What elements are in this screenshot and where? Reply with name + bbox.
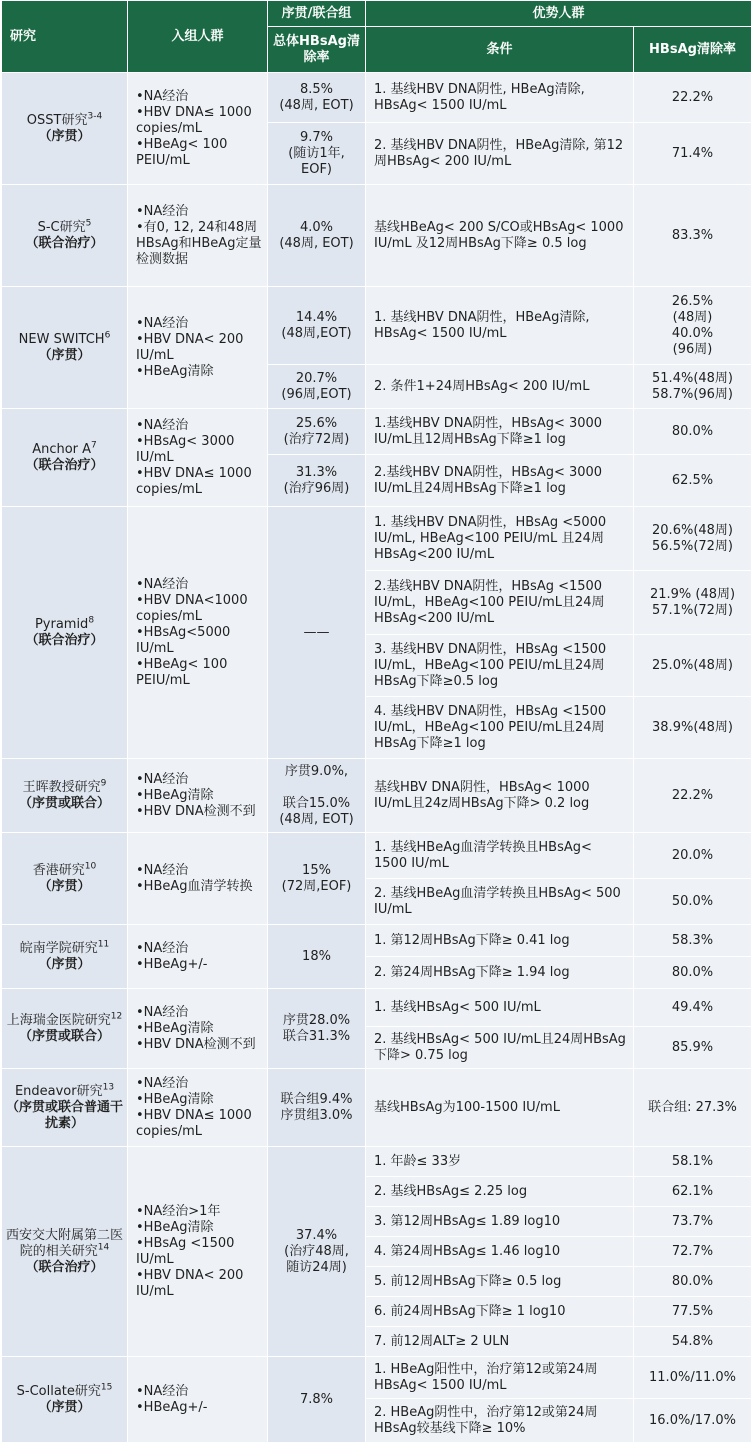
study-cell <box>2 1357 128 1443</box>
header-study: 研究 <box>2 1 128 73</box>
total-rate-cell <box>268 925 366 989</box>
table-row <box>2 833 752 879</box>
table-row <box>2 759 752 833</box>
total-rate-cell <box>268 73 366 123</box>
study-name: Endeavor研究 <box>14 1083 103 1099</box>
study-name: S-Collate研究 <box>16 1383 101 1399</box>
population-item: •HBV DNA< 200 IU/mL <box>136 1267 244 1299</box>
study-cell <box>2 185 128 287</box>
study-reference: 10 <box>84 861 97 872</box>
clear-rate-line: 20.0% <box>671 847 714 863</box>
clear-rate-cell <box>634 833 752 879</box>
study-cell <box>2 507 128 759</box>
study-name: 西安交大附属第二医院的相关研究 <box>6 1227 124 1259</box>
population-cell <box>128 1357 268 1443</box>
study-name: NEW SWITCH <box>18 331 105 347</box>
clear-rate-cell <box>634 287 752 365</box>
population-item: •HBeAg< 100 PEIU/mL <box>136 136 228 168</box>
clear-rate-line: 62.5% <box>671 472 714 488</box>
study-type: （序贯） <box>38 1399 91 1415</box>
population-item: •HBeAg清除 <box>136 363 214 379</box>
clear-rate-line: 50.0% <box>671 893 714 909</box>
total-rate-cell <box>268 185 366 287</box>
study-name: OSST研究 <box>26 112 88 128</box>
clear-rate-cell <box>634 1357 752 1399</box>
clear-rate-cell <box>634 1027 752 1069</box>
clear-rate-line: 40.0% <box>671 325 714 341</box>
clear-rate-line: 58.3% <box>671 932 714 948</box>
total-rate-line: (96周,EOT) <box>281 386 352 402</box>
table-row <box>2 507 752 571</box>
clear-rate-line: 71.4% <box>671 145 714 161</box>
total-rate-cell <box>268 455 366 507</box>
total-rate-line: 联合31.3% <box>282 1028 351 1044</box>
clear-rate-line: 22.2% <box>671 787 714 803</box>
clear-rate-cell <box>634 1177 752 1207</box>
total-rate-line: 序贯组3.0% <box>280 1107 353 1123</box>
condition-cell: 1. HBeAg阳性中，治疗第12或第24周HBsAg< 1500 IU/mL <box>366 1357 634 1399</box>
condition-cell: 基线HBeAg< 200 S/CO或HBsAg< 1000 IU/mL 及12周HBsAg下降≥ 0.5 log <box>366 185 634 287</box>
study-type: （序贯或联合） <box>18 795 110 811</box>
total-rate-line: (48周, EOT) <box>279 235 354 251</box>
total-rate-line: (治疗48周, <box>284 1243 349 1259</box>
study-cell <box>2 409 128 507</box>
condition-cell: 2.基线HBV DNA阴性，HBsAg <1500 IU/mL，HBeAg<100 PEIU/mL且24周HBsAg<200 IU/mL <box>366 571 634 635</box>
population-item: •HBeAg清除 <box>136 787 214 803</box>
study-reference: 8 <box>88 615 95 626</box>
clear-rate-line: 20.6%(48周) <box>652 522 733 538</box>
total-rate-line: (治疗72周) <box>283 431 350 447</box>
population-item: •HBV DNA< 200 IU/mL <box>136 331 244 363</box>
population-item: •HBsAg <1500 IU/mL <box>136 1235 235 1267</box>
total-rate-line: 9.7% <box>299 129 334 145</box>
total-rate-cell <box>268 989 366 1069</box>
table-row <box>2 925 752 957</box>
population-item: •NA经治 <box>136 88 189 104</box>
population-cell <box>128 73 268 185</box>
population-item: •HBV DNA检测不到 <box>136 803 256 819</box>
study-name: 皖南学院研究 <box>19 940 98 956</box>
population-item: •有0, 12, 24和48周HBsAg和HBeAg定量检测数据 <box>136 219 262 267</box>
population-cell <box>128 989 268 1069</box>
condition-cell: 7. 前12周ALT≥ 2 ULN <box>366 1327 634 1357</box>
hbsag-study-table <box>1 0 752 1443</box>
population-item: •HBeAg清除 <box>136 1020 214 1036</box>
clear-rate-line: 72.7% <box>671 1243 714 1259</box>
total-rate-cell <box>268 833 366 925</box>
clear-rate-line: 80.0% <box>671 423 714 439</box>
table-row <box>2 73 752 123</box>
population-item: •HBeAg清除 <box>136 1219 214 1235</box>
study-type: （序贯） <box>38 878 91 894</box>
clear-rate-line: 26.5% <box>671 293 714 309</box>
study-name: Anchor A <box>32 441 92 457</box>
total-rate-line: 18% <box>302 948 331 964</box>
total-rate-line: 37.4% <box>295 1227 338 1243</box>
study-cell <box>2 759 128 833</box>
total-rate-line: (72周,EOF) <box>281 878 352 894</box>
table-row <box>2 185 752 287</box>
condition-cell: 2. 基线HBsAg< 500 IU/mL且24周HBsAg下降> 0.75 log <box>366 1027 634 1069</box>
study-type: （序贯或联合普通干扰素） <box>6 1099 124 1131</box>
population-item: •NA经治 <box>136 940 189 956</box>
clear-rate-line: 16.0%/17.0% <box>649 1412 736 1428</box>
population-item: •HBeAg+/- <box>136 1399 208 1415</box>
clear-rate-line: 25.0%(48周) <box>652 657 733 673</box>
study-reference: 11 <box>97 939 110 950</box>
clear-rate-line: 80.0% <box>671 1273 714 1289</box>
condition-cell: 3. 第12周HBsAg≤ 1.89 log10 <box>366 1207 634 1237</box>
population-cell <box>128 1069 268 1147</box>
condition-cell: 5. 前12周HBsAg下降≥ 0.5 log <box>366 1267 634 1297</box>
study-name: 香港研究 <box>32 862 85 878</box>
header-population: 入组人群 <box>128 1 268 73</box>
total-rate-cell <box>268 287 366 365</box>
total-rate-line: 8.5% <box>299 81 334 97</box>
condition-cell: 3. 基线HBV DNA阴性，HBsAg <1500 IU/mL，HBeAg<100 PEIU/mL且24周HBsAg下降≥0.5 log <box>366 635 634 697</box>
clear-rate-cell <box>634 185 752 287</box>
table-row <box>2 1147 752 1177</box>
clear-rate-line: 11.0%/11.0% <box>649 1369 736 1385</box>
study-cell <box>2 989 128 1069</box>
clear-rate-line: 58.1% <box>671 1153 714 1169</box>
population-item: •HBsAg< 3000 IU/mL <box>136 433 235 465</box>
total-rate-line: (治疗96周) <box>283 480 350 496</box>
population-cell <box>128 833 268 925</box>
clear-rate-line: 85.9% <box>671 1039 714 1055</box>
study-reference: 5 <box>85 218 92 229</box>
clear-rate-cell <box>634 73 752 123</box>
condition-cell: 4. 第24周HBsAg≤ 1.46 log10 <box>366 1237 634 1267</box>
clear-rate-cell <box>634 1399 752 1443</box>
study-cell <box>2 73 128 185</box>
clear-rate-cell <box>634 989 752 1027</box>
clear-rate-line: 73.7% <box>671 1213 714 1229</box>
population-item: •HBV DNA≤ 1000 copies/mL <box>136 465 252 497</box>
condition-cell: 2. HBeAg阴性中，治疗第12或第24周HBsAg较基线下降≥ 10% <box>366 1399 634 1443</box>
population-item: •HBeAg< 100 PEIU/mL <box>136 656 228 688</box>
population-item: •NA经治 <box>136 576 189 592</box>
total-rate-line: 序贯28.0% <box>282 1012 351 1028</box>
study-name: 王晖教授研究 <box>22 779 101 795</box>
population-item: •HBV DNA≤ 1000 copies/mL <box>136 104 252 136</box>
total-rate-line: 15% <box>302 862 331 878</box>
population-item: •HBV DNA检测不到 <box>136 1036 256 1052</box>
condition-cell: 1.基线HBV DNA阴性，HBsAg< 3000 IU/mL且12周HBsAg下降≥1 log <box>366 409 634 455</box>
population-cell <box>128 185 268 287</box>
clear-rate-cell <box>634 455 752 507</box>
total-rate-line: 31.3% <box>295 464 338 480</box>
clear-rate-cell <box>634 365 752 409</box>
study-type: （联合治疗） <box>25 632 104 648</box>
study-reference: 9 <box>100 778 107 789</box>
study-name: Pyramid <box>34 616 89 632</box>
total-rate-line <box>272 780 361 796</box>
study-reference: 13 <box>102 1082 115 1093</box>
population-cell <box>128 507 268 759</box>
clear-rate-cell <box>634 879 752 925</box>
condition-cell: 基线HBsAg为100-1500 IU/mL <box>366 1069 634 1147</box>
population-item: •NA经治 <box>136 1004 189 1020</box>
header-total-rate: 总体HBsAg清除率 <box>268 27 366 73</box>
population-item: •NA经治 <box>136 862 189 878</box>
population-item: •NA经治 <box>136 771 189 787</box>
total-rate-line: EOF) <box>301 161 332 177</box>
population-item: •NA经治>1年 <box>136 1203 221 1219</box>
study-type: （序贯） <box>38 128 91 144</box>
condition-cell: 1. 基线HBsAg< 500 IU/mL <box>366 989 634 1027</box>
total-rate-line: (48周, EOT) <box>279 811 354 827</box>
condition-cell: 2. 基线HBeAg血清学转换且HBsAg< 500 IU/mL <box>366 879 634 925</box>
study-type: （序贯或联合） <box>18 1028 110 1044</box>
clear-rate-cell <box>634 123 752 185</box>
total-rate-line: (48周, EOT) <box>279 97 354 113</box>
population-item: •HBeAg清除 <box>136 1091 214 1107</box>
population-cell <box>128 925 268 989</box>
condition-cell: 2. 基线HBV DNA阴性，HBeAg清除, 第12周HBsAg< 200 IU/mL <box>366 123 634 185</box>
clear-rate-cell <box>634 1207 752 1237</box>
study-reference: 3-4 <box>87 111 103 122</box>
study-reference: 7 <box>91 440 97 451</box>
header-advantage: 优势人群 <box>366 1 752 27</box>
clear-rate-line: 22.2% <box>671 89 714 105</box>
clear-rate-line: 联合组: 27.3% <box>648 1099 737 1115</box>
header-condition: 条件 <box>366 27 634 73</box>
clear-rate-cell <box>634 759 752 833</box>
condition-cell: 1. 基线HBV DNA阴性，HBeAg清除, HBsAg< 1500 IU/mL <box>366 287 634 365</box>
population-item: •HBV DNA≤ 1000 copies/mL <box>136 1107 252 1139</box>
study-name: S-C研究 <box>37 219 86 235</box>
total-rate-cell <box>268 1357 366 1443</box>
total-rate-line: (随访1年, <box>288 145 345 161</box>
population-item: •HBV DNA<1000 copies/mL <box>136 592 248 624</box>
study-type: （序贯） <box>38 956 91 972</box>
population-item: •HBeAg血清学转换 <box>136 878 253 894</box>
clear-rate-line: 38.9%(48周) <box>652 719 733 735</box>
study-reference: 14 <box>97 1242 110 1253</box>
clear-rate-line: 83.3% <box>671 227 714 243</box>
clear-rate-cell <box>634 1327 752 1357</box>
clear-rate-cell <box>634 507 752 571</box>
clear-rate-line: 21.9% (48周) <box>649 586 736 602</box>
table-row <box>2 1357 752 1399</box>
study-cell <box>2 1069 128 1147</box>
header-clear-rate: HBsAg清除率 <box>634 27 752 73</box>
clear-rate-line: 58.7%(96周) <box>652 386 733 402</box>
clear-rate-cell <box>634 1147 752 1177</box>
condition-cell: 1. 基线HBeAg血清学转换且HBsAg< 1500 IU/mL <box>366 833 634 879</box>
study-type: （联合治疗） <box>25 1259 104 1275</box>
clear-rate-line: 80.0% <box>671 964 714 980</box>
clear-rate-cell <box>634 635 752 697</box>
population-item: •NA经治 <box>136 417 189 433</box>
total-rate-line: 20.7% <box>295 370 338 386</box>
clear-rate-cell <box>634 925 752 957</box>
total-rate-line: (48周,EOT) <box>281 325 352 341</box>
clear-rate-line: 51.4%(48周) <box>652 370 733 386</box>
total-rate-line: 联合组9.4% <box>280 1091 353 1107</box>
population-item: •HBeAg+/- <box>136 956 208 972</box>
condition-cell: 6. 前24周HBsAg下降≥ 1 log10 <box>366 1297 634 1327</box>
population-item: •NA经治 <box>136 1075 189 1091</box>
population-item: •NA经治 <box>136 315 189 331</box>
study-cell <box>2 1147 128 1357</box>
clear-rate-cell <box>634 697 752 759</box>
total-rate-line: 随访24周) <box>286 1259 347 1275</box>
clear-rate-cell <box>634 1267 752 1297</box>
population-item: •NA经治 <box>136 1383 189 1399</box>
clear-rate-line: 77.5% <box>671 1303 714 1319</box>
total-rate-line: 25.6% <box>295 415 338 431</box>
table-row <box>2 1069 752 1147</box>
total-rate-cell <box>268 365 366 409</box>
population-cell <box>128 409 268 507</box>
total-rate-cell <box>268 409 366 455</box>
population-cell <box>128 759 268 833</box>
study-reference: 12 <box>110 1011 123 1022</box>
table-row <box>2 287 752 365</box>
clear-rate-line: (48周) <box>672 309 713 325</box>
total-rate-line: 序贯9.0%, <box>284 763 349 779</box>
study-cell <box>2 925 128 989</box>
total-rate-cell: —— <box>268 507 366 759</box>
condition-cell: 1. 基线HBV DNA阴性, HBeAg清除, HBsAg< 1500 IU/mL <box>366 73 634 123</box>
clear-rate-cell <box>634 1069 752 1147</box>
clear-rate-cell <box>634 1297 752 1327</box>
clear-rate-line: 56.5%(72周) <box>652 538 733 554</box>
table-row <box>2 989 752 1027</box>
condition-cell: 1. 基线HBV DNA阴性，HBsAg <5000 IU/mL, HBeAg<100 PEIU/mL 且24周HBsAg<200 IU/mL <box>366 507 634 571</box>
table-body <box>2 73 752 1443</box>
clear-rate-line: 57.1%(72周) <box>652 602 733 618</box>
condition-cell: 1. 年龄≤ 33岁 <box>366 1147 634 1177</box>
total-rate-cell <box>268 123 366 185</box>
table-row <box>2 409 752 455</box>
total-rate-cell <box>268 759 366 833</box>
total-rate-line: 7.8% <box>299 1391 334 1407</box>
study-cell <box>2 287 128 409</box>
clear-rate-line: (96周) <box>672 341 713 357</box>
clear-rate-cell <box>634 957 752 989</box>
study-reference: 6 <box>104 330 111 341</box>
total-rate-line: 14.4% <box>295 309 338 325</box>
total-rate-cell <box>268 1147 366 1357</box>
population-item: •HBsAg<5000 IU/mL <box>136 624 231 656</box>
condition-cell: 1. 第12周HBsAg下降≥ 0.41 log <box>366 925 634 957</box>
condition-cell: 2. 基线HBsAg≤ 2.25 log <box>366 1177 634 1207</box>
clear-rate-line: 62.1% <box>671 1183 714 1199</box>
clear-rate-cell <box>634 1237 752 1267</box>
total-rate-cell <box>268 1069 366 1147</box>
population-cell <box>128 287 268 409</box>
condition-cell: 2. 条件1+24周HBsAg< 200 IU/mL <box>366 365 634 409</box>
study-type: （序贯） <box>38 347 91 363</box>
clear-rate-cell <box>634 571 752 635</box>
study-cell <box>2 833 128 925</box>
clear-rate-line: 54.8% <box>671 1333 714 1349</box>
study-type: （联合治疗） <box>25 235 104 251</box>
total-rate-line: 4.0% <box>299 219 334 235</box>
condition-cell: 2. 第24周HBsAg下降≥ 1.94 log <box>366 957 634 989</box>
header-group: 序贯/联合组 <box>268 1 366 27</box>
study-type: （联合治疗） <box>25 457 104 473</box>
condition-cell: 4. 基线HBV DNA阴性，HBsAg <1500 IU/mL，HBeAg<100 PEIU/mL且24周HBsAg下降≥1 log <box>366 697 634 759</box>
population-cell <box>128 1147 268 1357</box>
total-rate-line: 联合15.0% <box>282 795 351 811</box>
clear-rate-line: 49.4% <box>671 999 714 1015</box>
study-name: 上海瑞金医院研究 <box>6 1012 111 1028</box>
study-reference: 15 <box>100 1382 113 1393</box>
clear-rate-cell <box>634 409 752 455</box>
condition-cell: 2.基线HBV DNA阴性，HBsAg< 3000 IU/mL且24周HBsAg下降≥1 log <box>366 455 634 507</box>
population-item: •NA经治 <box>136 203 189 219</box>
condition-cell: 基线HBV DNA阴性，HBsAg< 1000 IU/mL且24z周HBsAg下降> 0.2 log <box>366 759 634 833</box>
